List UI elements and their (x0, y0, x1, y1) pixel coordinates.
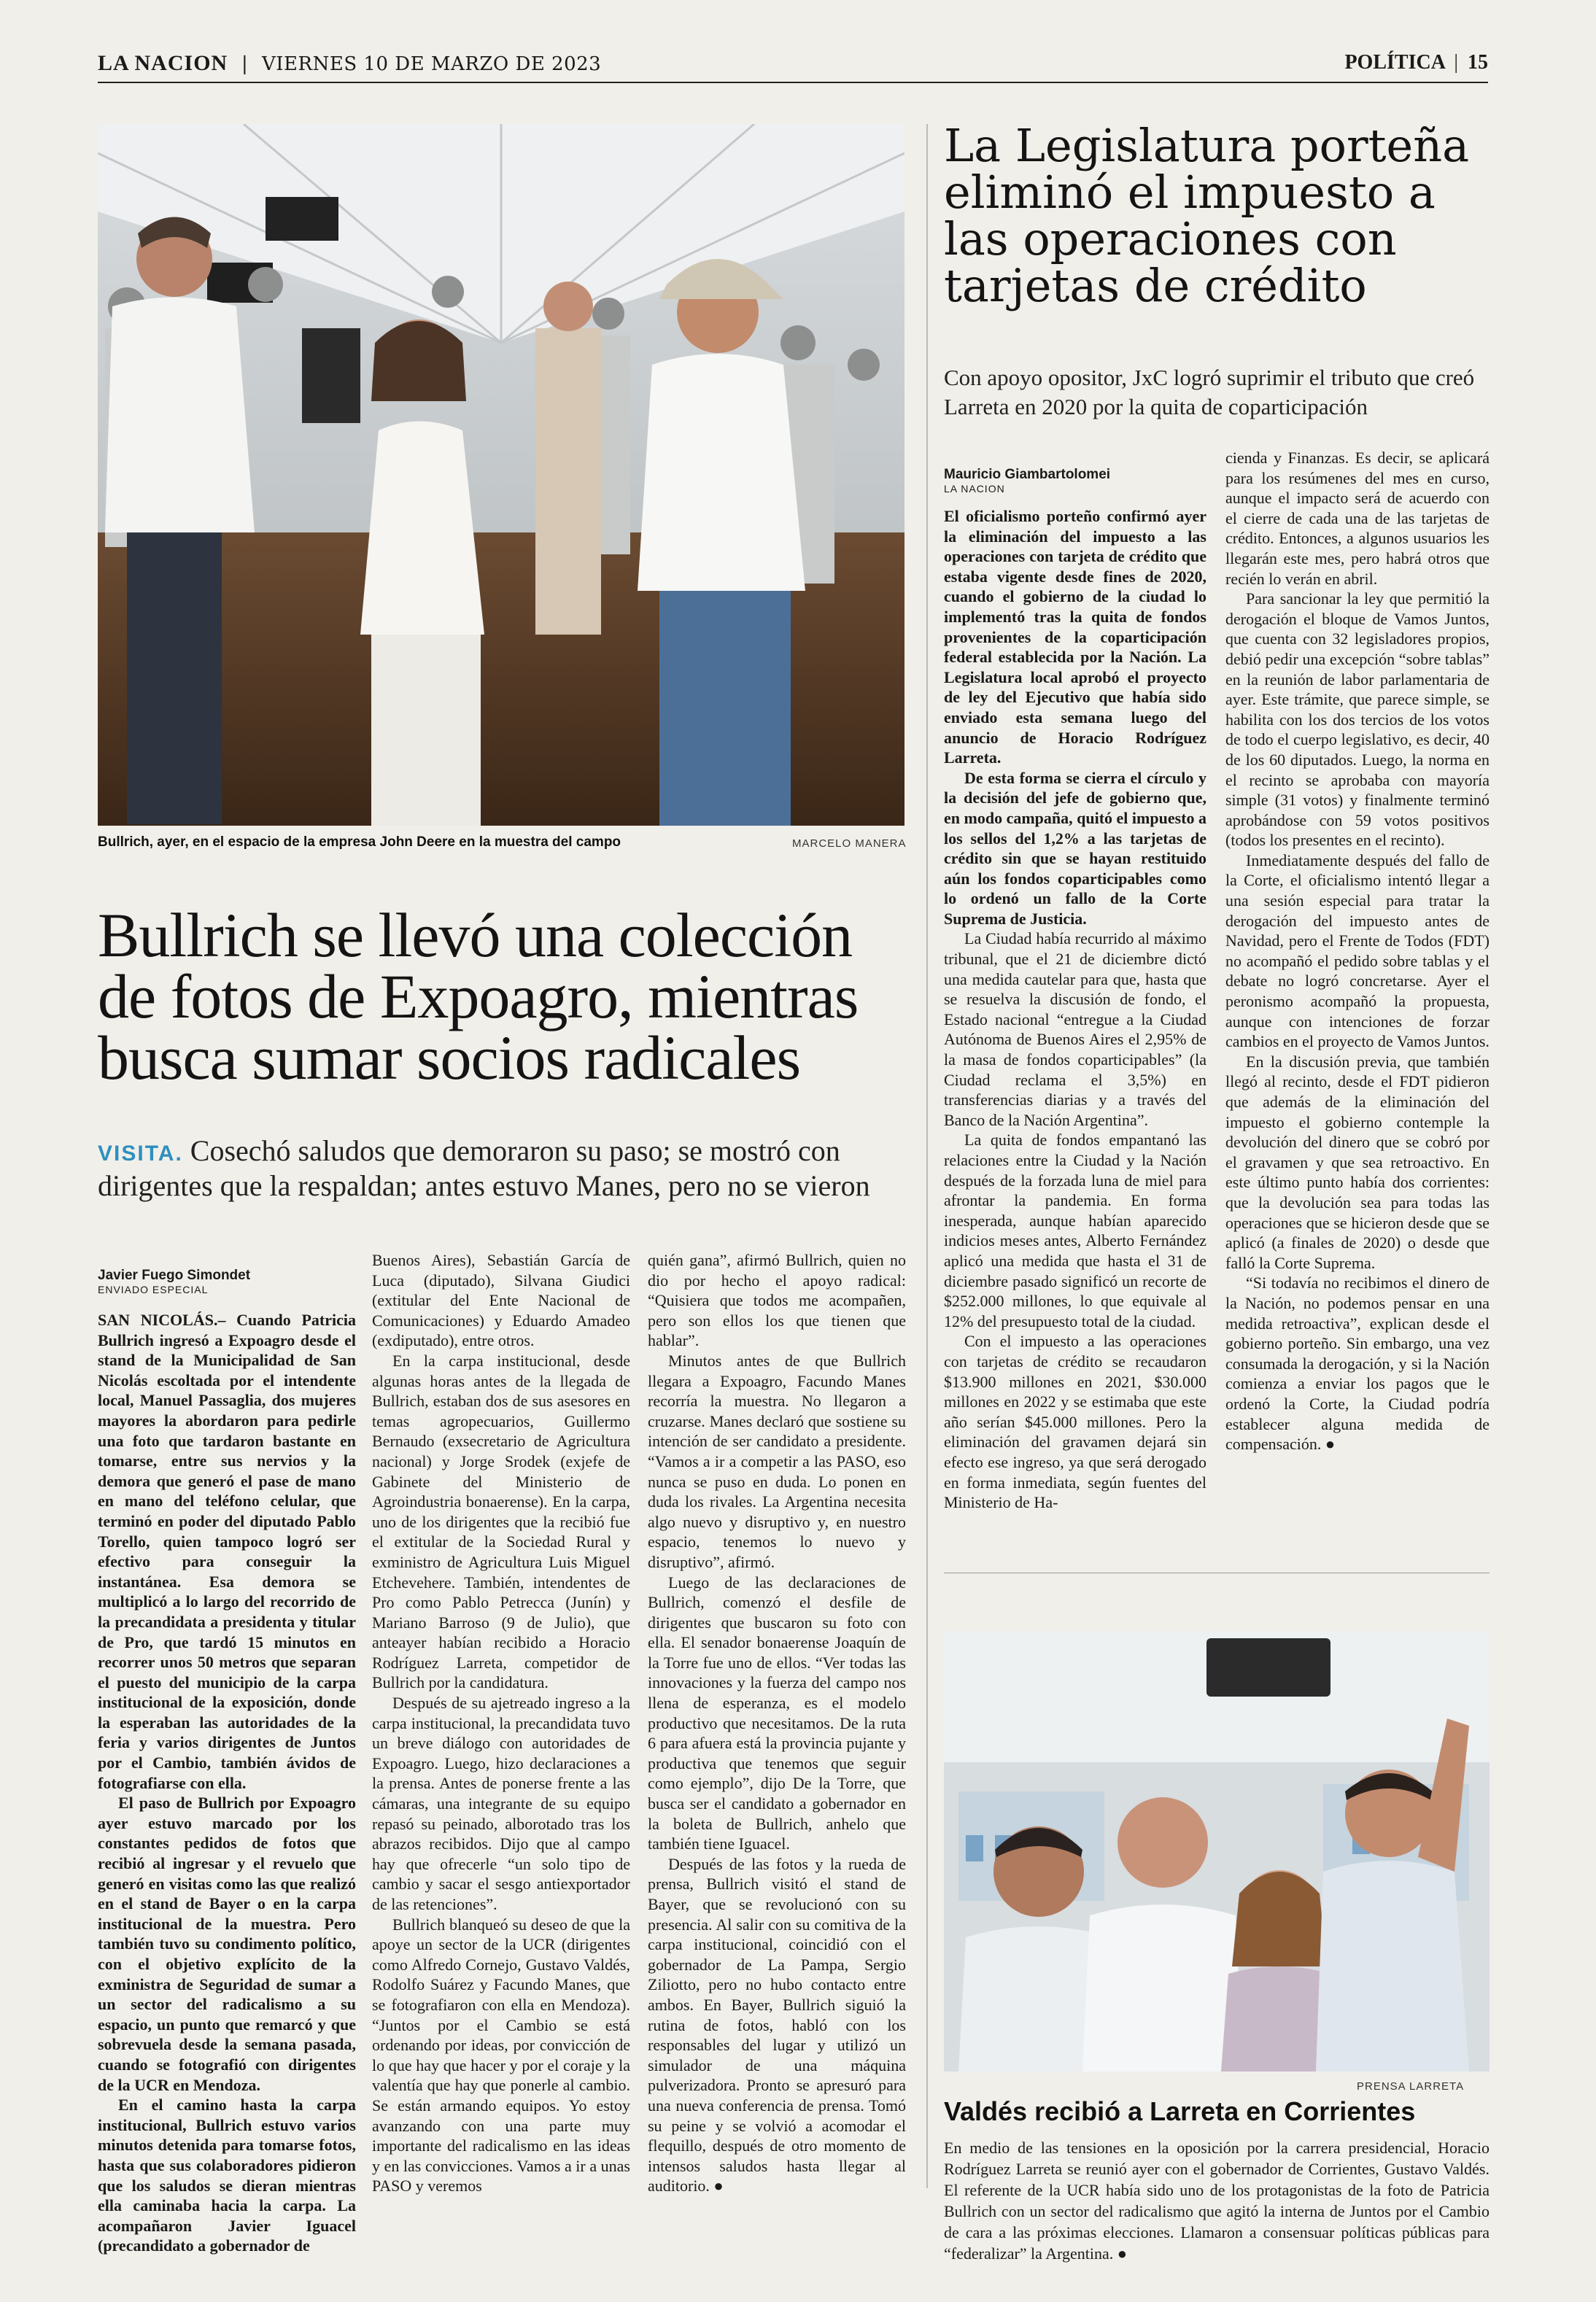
second-column-2 (1225, 448, 1490, 1454)
paragraph: El paso de Bullrich por Expoagro ayer estuvo marcado por los constantes pedidos de fotos que recibió al ingresar y el revuelo que generó en visitas como las que realizó en el stand de Bayer o en la carpa institucional de la muestra. Pero también tuvo su condimento político, con el objetivo explícito de la exministra de Seguridad de sumar a un sector del radicalismo a su espacio, un punto que remarcó y que sobrevuela desde la semana pasada, cuando se fotografió con dirigentes de la UCR en Mendoza. (98, 1794, 356, 2094)
header-date: VIERNES 10 DE MARZO DE 2023 (262, 53, 602, 75)
page-header-right: POLÍTICA | 15 (1344, 51, 1488, 74)
paragraph: “Si todavía no recibimos el dinero de la Nación, no podemos pensar en una medida retroactiva”, explican desde el gobierno porteño. Sin embargo, una vez consumada la derogación, y si la Nación comienza a enviar los pagos que le ordenó la Corte, la Ciudad podría establecer alguna medida de compensación. ● (1225, 1274, 1490, 1454)
second-headline: La Legislatura porteña eliminó el impuesto a las operaciones con tarjetas de crédito (944, 119, 1470, 312)
paragraph: quién gana”, afirmó Bullrich, quien no dio por hecho el apoyo radical: “Quisiera que todos me acompañen, pero son ellos los que tienen que hablar”. (648, 1251, 906, 1350)
header-rule (98, 82, 1488, 83)
deck-text: Cosechó saludos que demoraron su paso; se mostró con dirigentes que la respaldan; antes estuvo Manes, pero no se vieron (98, 1134, 870, 1202)
paragraph: La quita de fondos empantanó las relaciones entre la Ciudad y la Nación después de la forzada luna de miel para afrontar la pandemia. En forma inesperada, aunque habían aparecido indicios meses antes, Alberto Fernández aplicó una medida que hasta el 31 de diciembre pasado significó un recorte de $252.000 millones, lo que equivale al 12% del presupuesto total de la ciudad. (944, 1131, 1206, 1330)
photo-caption: Bullrich, ayer, en el espacio de la empresa John Deere en la muestra del campo (98, 834, 621, 850)
kicker: VISITA. (98, 1142, 183, 1166)
photo-credit: MARCELO MANERA (792, 837, 907, 850)
third-headline: Valdés recibió a Larreta en Corrientes (944, 2096, 1416, 2126)
main-column-3 (648, 1250, 906, 2196)
column-separator (926, 124, 928, 2188)
paragraph: Bullrich blanqueó su deseo de que la apoye un sector de la UCR (dirigentes como Alfredo Cornejo, Gustavo Valdés, Rodolfo Suárez y Facundo Manes, que se fotografiaron con ella en Mendoza). “Juntos por el Cambio se está ordenando por ideas, por convicción de lo que hay que hacer y por el coraje y la valentía que hay que ponerle al cambio. Se están armando equipos. Yo estoy avanzando con una parte muy importante del radicalismo en las ideas y en las convicciones. Vamos a ir a unas PASO y veremos (372, 1915, 630, 2196)
paragraph: Para sancionar la ley que permitió la derogación el bloque de Vamos Juntos, que cuenta con 32 legisladores propios, debió pedir una excepción “sobre tablas” en la reunión de labor parlamentaria de ayer. Este trámite, que parece simple, se habilita con los dos tercios de los votos de todo el cuerpo legislativo, es decir, 40 de los 60 diputados. Luego, la norma en el recinto se aprobaba con mayoría simple (31 votos) y finalmente terminó aprobándose con 59 votos positivos (todos los presentes en el recinto). (1225, 589, 1490, 850)
main-headline: Bullrich se llevó una colección de fotos de Expoagro, mientras busca sumar socios radicales (98, 900, 859, 1093)
paragraph: En el camino hasta la carpa institucional, Bullrich estuvo varios minutos detenida para tomarse fotos, hasta que sus colaboradores pidieron que los saludos se dieran mientras ella caminaba hacia la carpa. La acompañaron Javier Iguacel (precandidato a gobernador de (98, 2096, 356, 2255)
second-column-1 (944, 506, 1206, 1513)
second-author-role: LA NACION (944, 483, 1005, 495)
second-deck: Con apoyo opositor, JxC logró suprimir el tributo que creó Larreta en 2020 por la quita de coparticipación (944, 365, 1475, 419)
third-body: En medio de las tensiones en la oposición por la carrera presidencial, Horacio Rodríguez Larreta se reunió ayer con el gobernador de Corrientes, Gustavo Valdés. El referente de la UCR había sido uno de los protagonistas de la foto de Patricia Bullrich con un sector del radicalismo que agitó la interna de Juntos por el Cambio de cara a las próximas elecciones. Llamaron a consensuar políticas públicas para “federalizar” la Argentina. ● (944, 2139, 1490, 2263)
paragraph: Buenos Aires), Sebastián García de Luca (diputado), Silvana Giudici (extitular del Ente Nacional de Comunicaciones) y Eduardo Amadeo (exdiputado), entre otros. (372, 1251, 630, 1350)
paragraph: En la discusión previa, que también llegó al recinto, desde el FDT pidieron que además de la eliminación del impuesto el gobierno contemple la devolución del dinero que se cobró por el gravamen y que sea retroactivo. En este último punto había dos corrientes: que la devolución sea para todas las operaciones que se hicieron desde que se aplicó (a finales de 2020) o desde que falló la Corte Suprema. (1225, 1052, 1490, 1272)
paragraph: El oficialismo porteño confirmó ayer la eliminación del impuesto a las operaciones con tarjeta de crédito que estaba vigente desde fines de 2020, cuando el gobierno de la ciudad lo implementó tras la quita de fondos provenientes de la coparticipación federal establecida por la Nación. La Legislatura local aprobó el proyecto de ley del Ejecutivo que había sido enviado esta semana luego del anuncio de Horacio Rodríguez Larreta. (944, 507, 1206, 767)
main-deck (98, 1135, 904, 1202)
page-number: 15 (1468, 51, 1488, 74)
paragraph: Después de las fotos y la rueda de prensa, Bullrich visitó el stand de Bayer, que se revolucionó con su presencia. Al salir con su comitiva de la carpa institucional, coincidió con el gobernador de La Pampa, Sergio Ziliotto, pero no hubo contacto entre ambos. En Bayer, Bullrich siguió la rutina de fotos, habló con los responsables del lugar y utilizó un simulador de una máquina pulverizadora. Pronto se apresuró para una nueva conferencia de prensa. Tomó su peine y se volvió a acomodar el flequillo, después de otro momento de intensos saludos hasta llegar al auditorio. ● (648, 1854, 906, 2196)
paragraph: De esta forma se cierra el círculo y la decisión del jefe de gobierno que, en modo campaña, quitó el impuesto a los sellos del 1,2% a las tarjetas de crédito sin que se hayan restituido aún los fondos coparticipables como lo ordenó un fallo de la Corte Suprema de Justicia. (944, 768, 1206, 928)
larreta-selfie-photo (944, 1631, 1490, 2072)
selfie-scene-illustration (944, 1631, 1490, 2072)
paragraph: Inmediatamente después del fallo de la Corte, el oficialismo intentó llegar a una sesión especial para tratar la derogación del impuesto antes de Navidad, pero el Frente de Todos (FDT) no acompañó el pedido sobre tablas y el debate no logró concretarse. Ayer el peronismo acompañó la propuesta, aunque con intenciones de forzar cambios en el proyecto de Vamos Juntos. (1225, 850, 1490, 1051)
paragraph: Luego de las declaraciones de Bullrich, comenzó el desfile de dirigentes que buscaron su foto con ella. El senador bonaerense Joaquín de la Torre fue uno de ellos. “Ver todas las innovaciones y la fuerza del campo nos llena de esperanza, es el modelo productivo que necesitamos. De la ruta 6 para afuera está la provincia pujante y productiva que tenemos que seguir como ejemplo”, dijo De la Torre, que busca ser el candidato a gobernador en la boleta de Bullrich, anhelo que también tiene Iguacel. (648, 1573, 906, 1853)
second-byline (944, 467, 1206, 495)
second-author: Mauricio Giambartolomei (944, 467, 1111, 482)
paragraph: Después de su ajetreado ingreso a la carpa institucional, la precandidata tuvo un breve diálogo con autoridades de Expoagro. Luego, hizo declaraciones a la prensa. Antes de ponerse frente a las cámaras, una integrante de su equipo repasó su peinado, alborotado tras los abrazos recibidos. Dijo que al campo hay que ofrecerle “un solo tipo de cambio y sacar el sesgo antiexportador de las retenciones”. (372, 1694, 630, 1913)
section-name: POLÍTICA (1344, 51, 1445, 74)
paragraph: cienda y Finanzas. Es decir, se aplicará para los resúmenes del mes en curso, aunque el impacto será de acuerdo con el cierre de cada una de las tarjetas de crédito. Entonces, a algunos usuarios les llegarán este mes, pero habrá otros que recién lo verán en abril. (1225, 449, 1490, 588)
page-header-left: LA NACION | VIERNES 10 DE MARZO DE 2023 (98, 51, 602, 75)
masthead: LA NACION (98, 51, 228, 75)
main-byline (98, 1268, 353, 1295)
expoagro-scene-illustration (98, 124, 904, 826)
main-author-role: ENVIADO ESPECIAL (98, 1284, 209, 1295)
bullrich-photo (98, 124, 904, 826)
paragraph: La Ciudad había recurrido al máximo tribunal, que el 21 de diciembre dictó una medida cautelar para que, hasta que se resuelva la discusión de fondo, el Estado nacional “entregue a la Ciudad Autónoma de Buenos Aires el 2,95% de la masa de fondos coparticipables” (la Ciudad reclama el 3,5%) en transferencias diarias y a través del Banco de la Nación Argentina”. (944, 929, 1206, 1129)
main-column-1 (98, 1310, 356, 2256)
paragraph: Con el impuesto a las operaciones con tarjetas de crédito se recaudaron $13.900 millones en 2021, $30.000 millones en 2022 y se estimaba que este año serían $45.000 millones. Pero la eliminación del gravamen dejará sin efecto ese ingreso, ya que será derogado en forma inmediata, según fuentes del Ministerio de Ha- (944, 1332, 1206, 1512)
main-column-2 (372, 1250, 630, 2196)
paragraph: Minutos antes de que Bullrich llegara a Expoagro, Facundo Manes recorría la muestra. No llegaron a cruzarse. Manes declaró que sostiene su intención de ser candidato a presidente. “Vamos a ir a competir a las PASO, eso nunca se puso en duda. Lo ponen en duda los rivales. La Argentina necesita algo nuevo y disruptivo y, en nuestro espacio, tenemos lo nuevo y disruptivo”, afirmó. (648, 1351, 906, 1571)
selfie-photo-credit: PRENSA LARRETA (1357, 2080, 1465, 2093)
main-author: Javier Fuego Simondet (98, 1268, 251, 1283)
paragraph: SAN NICOLÁS.– Cuando Patricia Bullrich ingresó a Expoagro desde el stand de la Municipalidad de San Nicolás escoltada por el intendente local, Manuel Passaglia, dos mujeres mayores la abordaron para pedirle una foto que tardaron bastante en tomarse, entre sus nervios y la demora que generó el pase de mano en mano del teléfono celular, que terminó en poder del diputado Pablo Torello, quien tampoco logró ser efectivo para conseguir la instantánea. Esa demora se multiplicó a lo largo del recorrido de la precandidata a presidenta y titular de Pro, que tardó 15 minutos en recorrer unos 50 metros que separan el puesto del municipio de la carpa institucional de la exposición, donde la esperaban las autoridades de la feria y varios dirigentes de Juntos por el Cambio, también ávidos de fotografiarse con ella. (98, 1311, 356, 1792)
paragraph: En la carpa institucional, desde algunas horas antes de la llegada de Bullrich, estaban dos de sus asesores en temas agropecuarios, Guillermo Bernaudo (exsecretario de Agricultura nacional) y Jorge Srodek (exjefe de Gabinete del Ministerio de Agroindustria bonaerense). En la carpa, uno de los dirigentes que la recibió fue el extitular de la Sociedad Rural y exministro de Agricultura Luis Miguel Etchevehere. También, intendentes de Pro como Pablo Petrecca (Junín) y Mariano Barroso (9 de Julio), que anteayer habían recibido a Horacio Rodríguez Larreta, competidor de Bullrich por la candidatura. (372, 1351, 630, 1692)
